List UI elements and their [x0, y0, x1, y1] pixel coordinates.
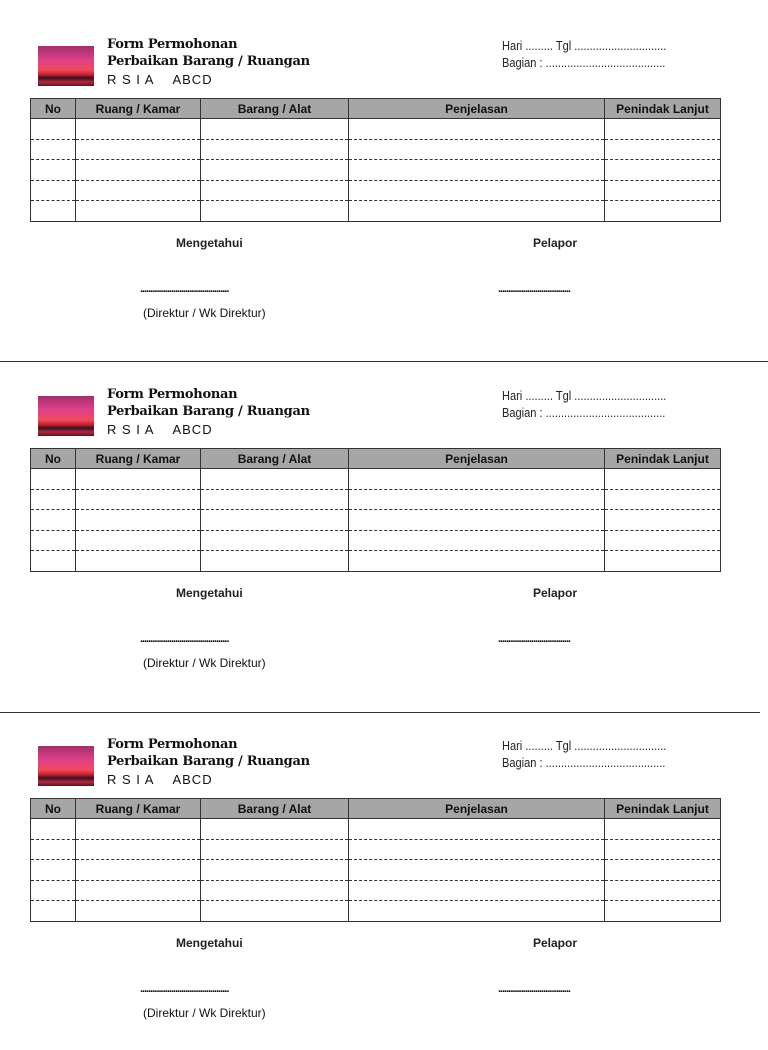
table-cell	[201, 510, 349, 531]
table-cell	[31, 180, 76, 201]
table-cell	[605, 551, 721, 572]
hospital-logo-image	[38, 396, 94, 436]
org-title: ABCD	[172, 72, 213, 87]
table-cell	[76, 901, 201, 922]
table-cell	[201, 139, 349, 160]
form-title: Form Permohonan	[107, 387, 238, 402]
table-cell	[605, 530, 721, 551]
org-title: ABCD	[172, 772, 213, 787]
table-cell	[201, 489, 349, 510]
form-subtitle: Perbaikan Barang / Ruangan	[107, 54, 310, 69]
table-cell	[349, 819, 605, 840]
table-row	[31, 901, 721, 922]
table-cell	[201, 469, 349, 490]
bagian-field: Bagian : .......................................	[502, 755, 666, 770]
pelapor-label: Pelapor	[533, 236, 578, 250]
table-row	[31, 489, 721, 510]
col-barang: Barang / Alat	[201, 449, 349, 469]
table-cell	[76, 860, 201, 881]
table-cell	[201, 201, 349, 222]
table-row	[31, 819, 721, 840]
col-no: No	[31, 99, 76, 119]
table-cell	[349, 551, 605, 572]
signature-line-right: ...................................	[498, 983, 570, 995]
hospital-logo-image	[38, 46, 94, 86]
table-cell	[31, 160, 76, 181]
mengetahui-label: Mengetahui	[176, 236, 243, 250]
col-no: No	[31, 449, 76, 469]
request-form	[0, 0, 768, 350]
org-title: ABCD	[172, 422, 213, 437]
table-cell	[201, 160, 349, 181]
form-subtitle: Perbaikan Barang / Ruangan	[107, 404, 310, 419]
table-cell	[349, 180, 605, 201]
org-name	[107, 422, 231, 437]
signature-line-left: ...........................................	[140, 983, 229, 995]
table-cell	[31, 880, 76, 901]
table-cell	[605, 819, 721, 840]
pelapor-label: Pelapor	[533, 936, 578, 950]
request-form	[0, 350, 768, 700]
table-cell	[605, 160, 721, 181]
org-prefix: R S I A	[107, 772, 155, 787]
table-row	[31, 510, 721, 531]
signature-line-right: ...................................	[498, 283, 570, 295]
table-cell	[349, 901, 605, 922]
table-cell	[201, 180, 349, 201]
table-cell	[201, 880, 349, 901]
request-form	[0, 700, 768, 1050]
table-cell	[349, 139, 605, 160]
signature-line-left: ...........................................	[140, 283, 229, 295]
director-role: (Direktur / Wk Direktur)	[143, 1006, 266, 1020]
table-cell	[605, 510, 721, 531]
col-penjelasan: Penjelasan	[349, 99, 605, 119]
table-cell	[201, 839, 349, 860]
mengetahui-label: Mengetahui	[176, 936, 243, 950]
table-row	[31, 201, 721, 222]
table-cell	[349, 469, 605, 490]
table-cell	[605, 489, 721, 510]
table-cell	[349, 880, 605, 901]
col-ruang: Ruang / Kamar	[76, 99, 201, 119]
col-penindak: Penindak Lanjut	[605, 799, 721, 819]
hospital-logo-image	[38, 746, 94, 786]
table-cell	[201, 901, 349, 922]
table-cell	[76, 119, 201, 140]
request-table	[30, 448, 721, 572]
table-cell	[201, 819, 349, 840]
col-barang: Barang / Alat	[201, 99, 349, 119]
director-role: (Direktur / Wk Direktur)	[143, 656, 266, 670]
org-name	[107, 772, 231, 787]
table-cell	[31, 489, 76, 510]
table-cell	[201, 530, 349, 551]
table-row	[31, 469, 721, 490]
table-cell	[349, 860, 605, 881]
table-cell	[31, 901, 76, 922]
table-cell	[605, 839, 721, 860]
table-cell	[605, 180, 721, 201]
table-row	[31, 530, 721, 551]
table-cell	[31, 530, 76, 551]
table-cell	[349, 160, 605, 181]
bagian-field: Bagian : .......................................	[502, 55, 666, 70]
table-cell	[76, 819, 201, 840]
table-cell	[76, 510, 201, 531]
mengetahui-label: Mengetahui	[176, 586, 243, 600]
col-penjelasan: Penjelasan	[349, 449, 605, 469]
col-barang: Barang / Alat	[201, 799, 349, 819]
table-row	[31, 551, 721, 572]
hari-tgl-field: Hari ......... Tgl ..............................	[502, 738, 667, 753]
hari-tgl-field: Hari ......... Tgl ..............................	[502, 388, 667, 403]
table-cell	[76, 551, 201, 572]
signature-line-left: ...........................................	[140, 633, 229, 645]
table-row	[31, 839, 721, 860]
form-subtitle: Perbaikan Barang / Ruangan	[107, 754, 310, 769]
cut-line	[0, 361, 768, 362]
col-penjelasan: Penjelasan	[349, 799, 605, 819]
table-cell	[76, 530, 201, 551]
table-cell	[31, 839, 76, 860]
table-row	[31, 180, 721, 201]
table-cell	[349, 839, 605, 860]
table-row	[31, 139, 721, 160]
table-cell	[605, 469, 721, 490]
table-cell	[349, 530, 605, 551]
director-role: (Direktur / Wk Direktur)	[143, 306, 266, 320]
table-cell	[76, 880, 201, 901]
cut-line	[0, 712, 760, 713]
table-cell	[605, 201, 721, 222]
request-table	[30, 98, 721, 222]
table-cell	[76, 839, 201, 860]
table-cell	[76, 160, 201, 181]
col-penindak: Penindak Lanjut	[605, 99, 721, 119]
table-cell	[31, 860, 76, 881]
table-cell	[76, 180, 201, 201]
table-cell	[31, 201, 76, 222]
signature-line-right: ...................................	[498, 633, 570, 645]
table-row	[31, 160, 721, 181]
table-cell	[605, 880, 721, 901]
table-row	[31, 880, 721, 901]
request-table	[30, 798, 721, 922]
table-cell	[76, 139, 201, 160]
table-cell	[605, 119, 721, 140]
table-cell	[605, 139, 721, 160]
table-cell	[76, 201, 201, 222]
table-cell	[31, 119, 76, 140]
table-cell	[349, 489, 605, 510]
table-cell	[31, 551, 76, 572]
col-ruang: Ruang / Kamar	[76, 449, 201, 469]
pelapor-label: Pelapor	[533, 586, 578, 600]
col-no: No	[31, 799, 76, 819]
table-row	[31, 119, 721, 140]
table-cell	[31, 469, 76, 490]
org-prefix: R S I A	[107, 422, 155, 437]
table-cell	[605, 901, 721, 922]
org-prefix: R S I A	[107, 72, 155, 87]
table-cell	[31, 819, 76, 840]
col-ruang: Ruang / Kamar	[76, 799, 201, 819]
table-cell	[31, 139, 76, 160]
table-cell	[349, 119, 605, 140]
col-penindak: Penindak Lanjut	[605, 449, 721, 469]
hari-tgl-field: Hari ......... Tgl ..............................	[502, 38, 667, 53]
table-row	[31, 860, 721, 881]
table-cell	[605, 860, 721, 881]
table-cell	[76, 469, 201, 490]
form-title: Form Permohonan	[107, 737, 238, 752]
table-cell	[349, 510, 605, 531]
org-name	[107, 72, 231, 87]
table-cell	[201, 119, 349, 140]
table-cell	[349, 201, 605, 222]
table-cell	[31, 510, 76, 531]
table-cell	[201, 551, 349, 572]
form-title: Form Permohonan	[107, 37, 238, 52]
table-cell	[76, 489, 201, 510]
bagian-field: Bagian : .......................................	[502, 405, 666, 420]
table-cell	[201, 860, 349, 881]
